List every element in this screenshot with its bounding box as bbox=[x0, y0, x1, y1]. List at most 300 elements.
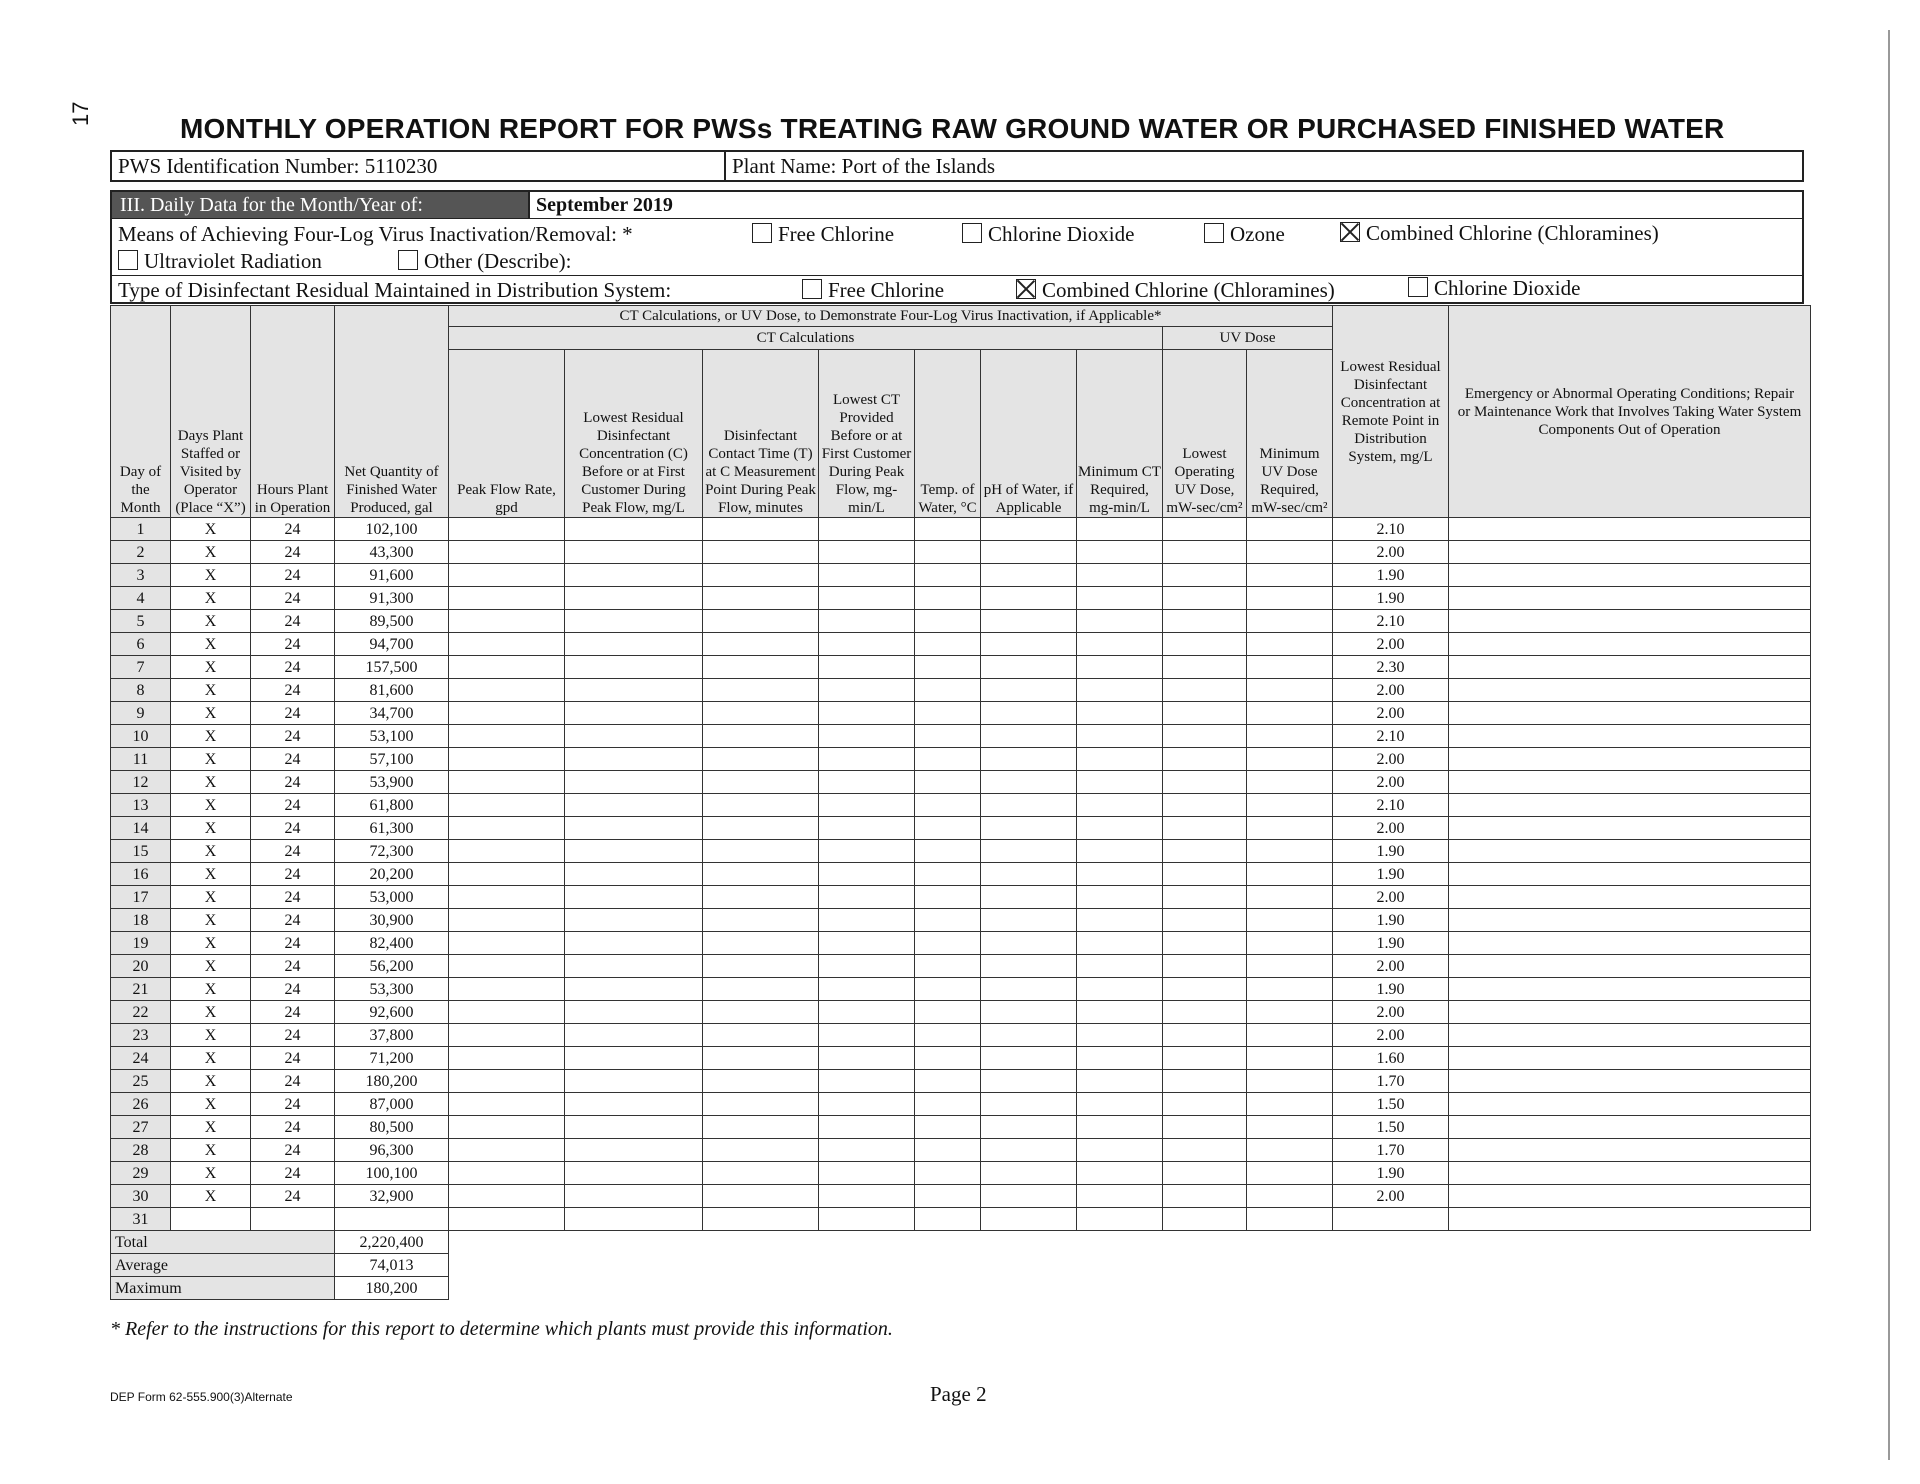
row-staffed[interactable]: X bbox=[171, 1162, 251, 1185]
row-ph[interactable] bbox=[981, 1047, 1077, 1070]
row-emergency[interactable] bbox=[1449, 541, 1811, 564]
row-net[interactable]: 91,300 bbox=[335, 587, 449, 610]
row-emergency[interactable] bbox=[1449, 886, 1811, 909]
row-contact-time[interactable] bbox=[703, 679, 819, 702]
row-temp[interactable] bbox=[915, 748, 981, 771]
row-staffed[interactable]: X bbox=[171, 863, 251, 886]
row-contact-time[interactable] bbox=[703, 587, 819, 610]
row-temp[interactable] bbox=[915, 1139, 981, 1162]
row-temp[interactable] bbox=[915, 1208, 981, 1231]
row-peak[interactable] bbox=[449, 679, 565, 702]
row-net[interactable]: 61,800 bbox=[335, 794, 449, 817]
row-hours[interactable]: 24 bbox=[251, 564, 335, 587]
row-peak[interactable] bbox=[449, 633, 565, 656]
row-peak[interactable] bbox=[449, 794, 565, 817]
row-staffed[interactable]: X bbox=[171, 932, 251, 955]
row-lowest-uv[interactable] bbox=[1163, 564, 1247, 587]
row-temp[interactable] bbox=[915, 863, 981, 886]
row-temp[interactable] bbox=[915, 725, 981, 748]
means-free-chlorine[interactable]: Free Chlorine bbox=[752, 222, 894, 247]
row-temp[interactable] bbox=[915, 1001, 981, 1024]
row-remote[interactable]: 2.00 bbox=[1333, 702, 1449, 725]
row-ph[interactable] bbox=[981, 725, 1077, 748]
row-remote[interactable]: 1.90 bbox=[1333, 863, 1449, 886]
row-net[interactable]: 102,100 bbox=[335, 518, 449, 541]
checkbox-unchecked-icon[interactable] bbox=[398, 250, 418, 270]
row-temp[interactable] bbox=[915, 518, 981, 541]
row-lowest-residual[interactable] bbox=[565, 1070, 703, 1093]
row-emergency[interactable] bbox=[1449, 909, 1811, 932]
row-hours[interactable]: 24 bbox=[251, 932, 335, 955]
row-remote[interactable]: 2.00 bbox=[1333, 1001, 1449, 1024]
row-peak[interactable] bbox=[449, 1093, 565, 1116]
row-emergency[interactable] bbox=[1449, 817, 1811, 840]
row-lowest-uv[interactable] bbox=[1163, 1139, 1247, 1162]
row-peak[interactable] bbox=[449, 978, 565, 1001]
row-net[interactable] bbox=[335, 1208, 449, 1231]
row-emergency[interactable] bbox=[1449, 1001, 1811, 1024]
row-peak[interactable] bbox=[449, 1070, 565, 1093]
row-lowest-uv[interactable] bbox=[1163, 518, 1247, 541]
row-lowest-ct[interactable] bbox=[819, 702, 915, 725]
row-min-uv[interactable] bbox=[1247, 932, 1333, 955]
row-remote[interactable]: 1.50 bbox=[1333, 1093, 1449, 1116]
row-staffed[interactable]: X bbox=[171, 541, 251, 564]
row-remote[interactable]: 1.90 bbox=[1333, 932, 1449, 955]
row-contact-time[interactable] bbox=[703, 656, 819, 679]
row-lowest-uv[interactable] bbox=[1163, 771, 1247, 794]
checkbox-unchecked-icon[interactable] bbox=[962, 223, 982, 243]
row-lowest-ct[interactable] bbox=[819, 1208, 915, 1231]
row-lowest-uv[interactable] bbox=[1163, 955, 1247, 978]
row-min-ct[interactable] bbox=[1077, 610, 1163, 633]
row-min-ct[interactable] bbox=[1077, 1024, 1163, 1047]
row-min-uv[interactable] bbox=[1247, 1070, 1333, 1093]
row-min-ct[interactable] bbox=[1077, 955, 1163, 978]
row-peak[interactable] bbox=[449, 886, 565, 909]
row-temp[interactable] bbox=[915, 932, 981, 955]
row-temp[interactable] bbox=[915, 656, 981, 679]
row-peak[interactable] bbox=[449, 725, 565, 748]
row-min-ct[interactable] bbox=[1077, 1116, 1163, 1139]
row-peak[interactable] bbox=[449, 1208, 565, 1231]
row-remote[interactable]: 2.00 bbox=[1333, 1024, 1449, 1047]
row-ph[interactable] bbox=[981, 863, 1077, 886]
row-remote[interactable]: 2.00 bbox=[1333, 541, 1449, 564]
row-ph[interactable] bbox=[981, 748, 1077, 771]
row-lowest-ct[interactable] bbox=[819, 1047, 915, 1070]
row-lowest-ct[interactable] bbox=[819, 955, 915, 978]
row-lowest-ct[interactable] bbox=[819, 656, 915, 679]
row-hours[interactable]: 24 bbox=[251, 794, 335, 817]
row-ph[interactable] bbox=[981, 771, 1077, 794]
row-remote[interactable]: 1.90 bbox=[1333, 978, 1449, 1001]
row-min-uv[interactable] bbox=[1247, 771, 1333, 794]
row-min-ct[interactable] bbox=[1077, 978, 1163, 1001]
row-contact-time[interactable] bbox=[703, 610, 819, 633]
row-staffed[interactable]: X bbox=[171, 771, 251, 794]
row-lowest-residual[interactable] bbox=[565, 978, 703, 1001]
row-remote[interactable]: 2.10 bbox=[1333, 794, 1449, 817]
row-temp[interactable] bbox=[915, 1116, 981, 1139]
row-staffed[interactable]: X bbox=[171, 610, 251, 633]
row-lowest-residual[interactable] bbox=[565, 863, 703, 886]
row-lowest-ct[interactable] bbox=[819, 1162, 915, 1185]
row-lowest-uv[interactable] bbox=[1163, 840, 1247, 863]
row-lowest-ct[interactable] bbox=[819, 886, 915, 909]
row-min-uv[interactable] bbox=[1247, 587, 1333, 610]
row-hours[interactable]: 24 bbox=[251, 656, 335, 679]
row-lowest-uv[interactable] bbox=[1163, 1024, 1247, 1047]
checkbox-unchecked-icon[interactable] bbox=[118, 250, 138, 270]
row-min-uv[interactable] bbox=[1247, 909, 1333, 932]
row-ph[interactable] bbox=[981, 794, 1077, 817]
row-emergency[interactable] bbox=[1449, 1070, 1811, 1093]
row-contact-time[interactable] bbox=[703, 1208, 819, 1231]
row-min-ct[interactable] bbox=[1077, 771, 1163, 794]
row-temp[interactable] bbox=[915, 886, 981, 909]
row-lowest-uv[interactable] bbox=[1163, 1001, 1247, 1024]
row-hours[interactable]: 24 bbox=[251, 1139, 335, 1162]
row-min-uv[interactable] bbox=[1247, 1162, 1333, 1185]
row-hours[interactable]: 24 bbox=[251, 610, 335, 633]
row-lowest-residual[interactable] bbox=[565, 702, 703, 725]
row-contact-time[interactable] bbox=[703, 978, 819, 1001]
row-lowest-ct[interactable] bbox=[819, 725, 915, 748]
row-net[interactable]: 157,500 bbox=[335, 656, 449, 679]
row-lowest-ct[interactable] bbox=[819, 932, 915, 955]
row-lowest-residual[interactable] bbox=[565, 1139, 703, 1162]
row-remote[interactable] bbox=[1333, 1208, 1449, 1231]
row-staffed[interactable]: X bbox=[171, 748, 251, 771]
row-lowest-residual[interactable] bbox=[565, 587, 703, 610]
row-lowest-residual[interactable] bbox=[565, 679, 703, 702]
row-lowest-residual[interactable] bbox=[565, 955, 703, 978]
row-lowest-ct[interactable] bbox=[819, 1024, 915, 1047]
row-staffed[interactable]: X bbox=[171, 955, 251, 978]
row-remote[interactable]: 1.90 bbox=[1333, 587, 1449, 610]
row-lowest-ct[interactable] bbox=[819, 817, 915, 840]
row-staffed[interactable]: X bbox=[171, 587, 251, 610]
row-lowest-uv[interactable] bbox=[1163, 1070, 1247, 1093]
row-lowest-uv[interactable] bbox=[1163, 633, 1247, 656]
row-peak[interactable] bbox=[449, 587, 565, 610]
row-hours[interactable]: 24 bbox=[251, 1185, 335, 1208]
row-contact-time[interactable] bbox=[703, 1070, 819, 1093]
row-lowest-residual[interactable] bbox=[565, 1093, 703, 1116]
row-net[interactable]: 61,300 bbox=[335, 817, 449, 840]
row-temp[interactable] bbox=[915, 679, 981, 702]
row-min-ct[interactable] bbox=[1077, 1047, 1163, 1070]
row-emergency[interactable] bbox=[1449, 1093, 1811, 1116]
checkbox-unchecked-icon[interactable] bbox=[802, 279, 822, 299]
row-lowest-ct[interactable] bbox=[819, 564, 915, 587]
row-hours[interactable]: 24 bbox=[251, 978, 335, 1001]
row-lowest-ct[interactable] bbox=[819, 771, 915, 794]
row-peak[interactable] bbox=[449, 541, 565, 564]
row-ph[interactable] bbox=[981, 1139, 1077, 1162]
row-remote[interactable]: 2.10 bbox=[1333, 518, 1449, 541]
row-min-uv[interactable] bbox=[1247, 748, 1333, 771]
row-ph[interactable] bbox=[981, 1024, 1077, 1047]
row-ph[interactable] bbox=[981, 587, 1077, 610]
row-lowest-uv[interactable] bbox=[1163, 978, 1247, 1001]
row-staffed[interactable]: X bbox=[171, 840, 251, 863]
row-staffed[interactable]: X bbox=[171, 1001, 251, 1024]
row-emergency[interactable] bbox=[1449, 955, 1811, 978]
row-lowest-uv[interactable] bbox=[1163, 679, 1247, 702]
row-peak[interactable] bbox=[449, 1139, 565, 1162]
row-min-ct[interactable] bbox=[1077, 587, 1163, 610]
row-temp[interactable] bbox=[915, 794, 981, 817]
row-lowest-residual[interactable] bbox=[565, 610, 703, 633]
row-ph[interactable] bbox=[981, 1070, 1077, 1093]
row-ph[interactable] bbox=[981, 633, 1077, 656]
means-other[interactable]: Other (Describe): bbox=[398, 249, 572, 274]
row-staffed[interactable]: X bbox=[171, 817, 251, 840]
row-contact-time[interactable] bbox=[703, 1139, 819, 1162]
row-lowest-ct[interactable] bbox=[819, 1001, 915, 1024]
row-ph[interactable] bbox=[981, 840, 1077, 863]
row-staffed[interactable]: X bbox=[171, 886, 251, 909]
row-ph[interactable] bbox=[981, 1185, 1077, 1208]
row-temp[interactable] bbox=[915, 817, 981, 840]
row-emergency[interactable] bbox=[1449, 1162, 1811, 1185]
checkbox-unchecked-icon[interactable] bbox=[752, 223, 772, 243]
row-ph[interactable] bbox=[981, 1001, 1077, 1024]
row-net[interactable]: 91,600 bbox=[335, 564, 449, 587]
row-lowest-uv[interactable] bbox=[1163, 817, 1247, 840]
row-hours[interactable]: 24 bbox=[251, 1001, 335, 1024]
row-emergency[interactable] bbox=[1449, 702, 1811, 725]
row-lowest-uv[interactable] bbox=[1163, 863, 1247, 886]
row-min-ct[interactable] bbox=[1077, 863, 1163, 886]
row-min-uv[interactable] bbox=[1247, 633, 1333, 656]
row-lowest-uv[interactable] bbox=[1163, 656, 1247, 679]
row-remote[interactable]: 2.00 bbox=[1333, 886, 1449, 909]
row-min-ct[interactable] bbox=[1077, 518, 1163, 541]
row-min-ct[interactable] bbox=[1077, 702, 1163, 725]
row-lowest-uv[interactable] bbox=[1163, 1162, 1247, 1185]
row-staffed[interactable]: X bbox=[171, 633, 251, 656]
row-min-ct[interactable] bbox=[1077, 656, 1163, 679]
row-hours[interactable]: 24 bbox=[251, 1162, 335, 1185]
row-peak[interactable] bbox=[449, 1001, 565, 1024]
row-net[interactable]: 53,100 bbox=[335, 725, 449, 748]
row-net[interactable]: 53,000 bbox=[335, 886, 449, 909]
row-lowest-ct[interactable] bbox=[819, 909, 915, 932]
row-min-ct[interactable] bbox=[1077, 725, 1163, 748]
row-lowest-ct[interactable] bbox=[819, 587, 915, 610]
row-emergency[interactable] bbox=[1449, 1047, 1811, 1070]
row-lowest-uv[interactable] bbox=[1163, 1185, 1247, 1208]
row-contact-time[interactable] bbox=[703, 748, 819, 771]
row-contact-time[interactable] bbox=[703, 909, 819, 932]
row-ph[interactable] bbox=[981, 541, 1077, 564]
row-lowest-ct[interactable] bbox=[819, 863, 915, 886]
row-staffed[interactable] bbox=[171, 1208, 251, 1231]
row-emergency[interactable] bbox=[1449, 978, 1811, 1001]
row-remote[interactable]: 1.70 bbox=[1333, 1070, 1449, 1093]
row-hours[interactable]: 24 bbox=[251, 1116, 335, 1139]
row-min-uv[interactable] bbox=[1247, 564, 1333, 587]
row-contact-time[interactable] bbox=[703, 1162, 819, 1185]
row-ph[interactable] bbox=[981, 564, 1077, 587]
row-net[interactable]: 80,500 bbox=[335, 1116, 449, 1139]
row-lowest-ct[interactable] bbox=[819, 794, 915, 817]
row-lowest-residual[interactable] bbox=[565, 817, 703, 840]
row-min-uv[interactable] bbox=[1247, 1208, 1333, 1231]
row-emergency[interactable] bbox=[1449, 610, 1811, 633]
row-ph[interactable] bbox=[981, 817, 1077, 840]
row-hours[interactable]: 24 bbox=[251, 817, 335, 840]
row-net[interactable]: 56,200 bbox=[335, 955, 449, 978]
row-temp[interactable] bbox=[915, 587, 981, 610]
row-ph[interactable] bbox=[981, 886, 1077, 909]
summary-value[interactable]: 2,220,400 bbox=[335, 1231, 449, 1254]
row-ph[interactable] bbox=[981, 1093, 1077, 1116]
row-remote[interactable]: 1.90 bbox=[1333, 909, 1449, 932]
row-emergency[interactable] bbox=[1449, 518, 1811, 541]
row-net[interactable]: 92,600 bbox=[335, 1001, 449, 1024]
row-contact-time[interactable] bbox=[703, 564, 819, 587]
summary-value[interactable]: 180,200 bbox=[335, 1277, 449, 1300]
row-temp[interactable] bbox=[915, 955, 981, 978]
row-net[interactable]: 94,700 bbox=[335, 633, 449, 656]
row-min-ct[interactable] bbox=[1077, 1001, 1163, 1024]
checkbox-unchecked-icon[interactable] bbox=[1204, 223, 1224, 243]
row-min-uv[interactable] bbox=[1247, 840, 1333, 863]
row-peak[interactable] bbox=[449, 771, 565, 794]
month-year[interactable]: September 2019 bbox=[528, 192, 673, 218]
row-lowest-residual[interactable] bbox=[565, 725, 703, 748]
row-lowest-residual[interactable] bbox=[565, 1185, 703, 1208]
row-temp[interactable] bbox=[915, 1024, 981, 1047]
row-peak[interactable] bbox=[449, 1162, 565, 1185]
row-ph[interactable] bbox=[981, 1208, 1077, 1231]
row-hours[interactable]: 24 bbox=[251, 541, 335, 564]
row-net[interactable]: 81,600 bbox=[335, 679, 449, 702]
row-min-ct[interactable] bbox=[1077, 817, 1163, 840]
row-emergency[interactable] bbox=[1449, 587, 1811, 610]
row-contact-time[interactable] bbox=[703, 518, 819, 541]
row-temp[interactable] bbox=[915, 564, 981, 587]
row-contact-time[interactable] bbox=[703, 1047, 819, 1070]
means-uv[interactable]: Ultraviolet Radiation bbox=[118, 249, 322, 274]
row-net[interactable]: 89,500 bbox=[335, 610, 449, 633]
row-remote[interactable]: 1.90 bbox=[1333, 564, 1449, 587]
row-peak[interactable] bbox=[449, 702, 565, 725]
checkbox-unchecked-icon[interactable] bbox=[1408, 277, 1428, 297]
row-peak[interactable] bbox=[449, 518, 565, 541]
row-remote[interactable]: 2.10 bbox=[1333, 725, 1449, 748]
residual-free-chlorine[interactable]: Free Chlorine bbox=[802, 278, 944, 303]
row-lowest-uv[interactable] bbox=[1163, 1116, 1247, 1139]
row-min-uv[interactable] bbox=[1247, 1047, 1333, 1070]
row-net[interactable]: 82,400 bbox=[335, 932, 449, 955]
row-min-ct[interactable] bbox=[1077, 1162, 1163, 1185]
row-lowest-residual[interactable] bbox=[565, 1047, 703, 1070]
row-min-ct[interactable] bbox=[1077, 541, 1163, 564]
row-lowest-residual[interactable] bbox=[565, 748, 703, 771]
row-net[interactable]: 20,200 bbox=[335, 863, 449, 886]
row-contact-time[interactable] bbox=[703, 633, 819, 656]
row-staffed[interactable]: X bbox=[171, 656, 251, 679]
means-chlorine-dioxide[interactable]: Chlorine Dioxide bbox=[962, 222, 1134, 247]
row-min-uv[interactable] bbox=[1247, 1116, 1333, 1139]
row-peak[interactable] bbox=[449, 840, 565, 863]
row-emergency[interactable] bbox=[1449, 656, 1811, 679]
row-min-ct[interactable] bbox=[1077, 564, 1163, 587]
row-peak[interactable] bbox=[449, 564, 565, 587]
row-min-ct[interactable] bbox=[1077, 886, 1163, 909]
row-remote[interactable]: 2.00 bbox=[1333, 679, 1449, 702]
row-lowest-uv[interactable] bbox=[1163, 909, 1247, 932]
row-lowest-ct[interactable] bbox=[819, 1139, 915, 1162]
checkbox-checked-icon[interactable] bbox=[1340, 222, 1360, 242]
residual-chlorine-dioxide[interactable]: Chlorine Dioxide bbox=[1408, 276, 1580, 301]
row-min-uv[interactable] bbox=[1247, 886, 1333, 909]
row-net[interactable]: 57,100 bbox=[335, 748, 449, 771]
row-lowest-residual[interactable] bbox=[565, 656, 703, 679]
row-contact-time[interactable] bbox=[703, 1116, 819, 1139]
row-min-ct[interactable] bbox=[1077, 679, 1163, 702]
row-hours[interactable]: 24 bbox=[251, 702, 335, 725]
row-peak[interactable] bbox=[449, 610, 565, 633]
row-contact-time[interactable] bbox=[703, 541, 819, 564]
row-lowest-ct[interactable] bbox=[819, 518, 915, 541]
row-contact-time[interactable] bbox=[703, 794, 819, 817]
row-staffed[interactable]: X bbox=[171, 978, 251, 1001]
row-ph[interactable] bbox=[981, 518, 1077, 541]
row-emergency[interactable] bbox=[1449, 564, 1811, 587]
row-peak[interactable] bbox=[449, 817, 565, 840]
row-hours[interactable]: 24 bbox=[251, 1070, 335, 1093]
row-min-uv[interactable] bbox=[1247, 817, 1333, 840]
row-lowest-residual[interactable] bbox=[565, 518, 703, 541]
residual-combined[interactable]: Combined Chlorine (Chloramines) bbox=[1016, 278, 1335, 303]
row-remote[interactable]: 2.00 bbox=[1333, 748, 1449, 771]
row-min-uv[interactable] bbox=[1247, 1093, 1333, 1116]
row-peak[interactable] bbox=[449, 1116, 565, 1139]
row-contact-time[interactable] bbox=[703, 702, 819, 725]
row-staffed[interactable]: X bbox=[171, 1047, 251, 1070]
row-staffed[interactable]: X bbox=[171, 909, 251, 932]
row-hours[interactable]: 24 bbox=[251, 771, 335, 794]
row-staffed[interactable]: X bbox=[171, 725, 251, 748]
row-hours[interactable]: 24 bbox=[251, 518, 335, 541]
row-lowest-residual[interactable] bbox=[565, 633, 703, 656]
row-remote[interactable]: 2.00 bbox=[1333, 817, 1449, 840]
row-lowest-ct[interactable] bbox=[819, 1093, 915, 1116]
row-net[interactable]: 30,900 bbox=[335, 909, 449, 932]
row-ph[interactable] bbox=[981, 932, 1077, 955]
row-hours[interactable]: 24 bbox=[251, 587, 335, 610]
row-lowest-residual[interactable] bbox=[565, 771, 703, 794]
row-net[interactable]: 43,300 bbox=[335, 541, 449, 564]
row-lowest-uv[interactable] bbox=[1163, 702, 1247, 725]
row-hours[interactable]: 24 bbox=[251, 840, 335, 863]
row-emergency[interactable] bbox=[1449, 748, 1811, 771]
row-remote[interactable]: 1.70 bbox=[1333, 1139, 1449, 1162]
row-staffed[interactable]: X bbox=[171, 1139, 251, 1162]
row-remote[interactable]: 1.90 bbox=[1333, 840, 1449, 863]
row-staffed[interactable]: X bbox=[171, 702, 251, 725]
row-emergency[interactable] bbox=[1449, 1024, 1811, 1047]
row-temp[interactable] bbox=[915, 909, 981, 932]
row-emergency[interactable] bbox=[1449, 725, 1811, 748]
row-contact-time[interactable] bbox=[703, 771, 819, 794]
